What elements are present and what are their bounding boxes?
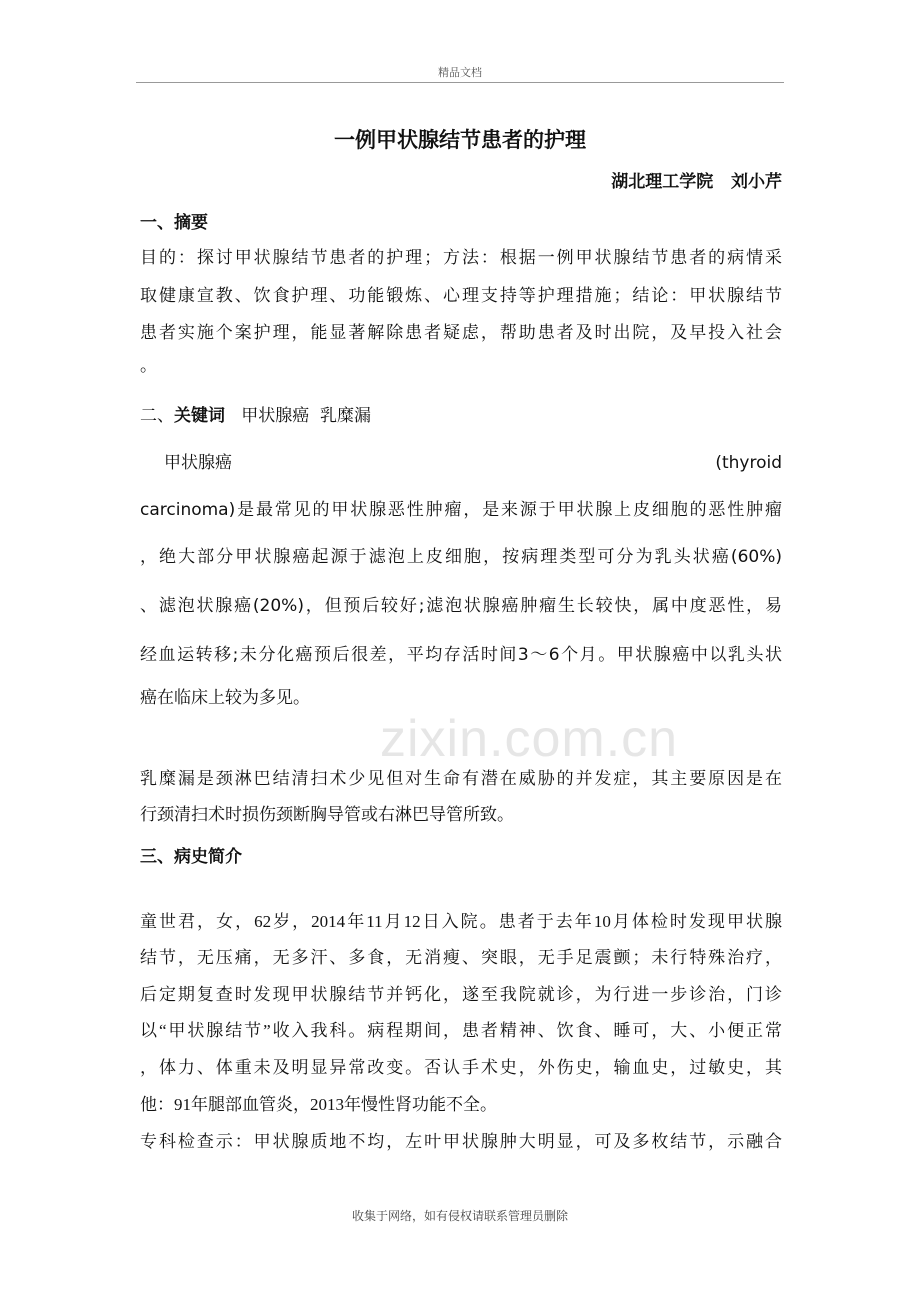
header-divider	[136, 82, 784, 83]
history-line: 专科检查示：甲状腺质地不均，左叶甲状腺肿大明显，可及多枚结节，示融合	[140, 1132, 782, 1151]
author-line: 湖北理工学院 刘小芹	[611, 172, 782, 192]
abstract-line: 。	[140, 356, 157, 376]
page-header: 精品文档	[438, 66, 482, 79]
abstract-line: 取健康宣教、饮食护理、功能锻炼、心理支持等护理措施；结论：甲状腺结节	[140, 286, 782, 306]
intro-line: 、滤泡状腺癌(20%)，但预后较好;滤泡状腺癌肿瘤生长较快，属中度恶性，易	[140, 596, 782, 616]
history-line: 童世君，女，62岁，2014年11月12日入院。患者于去年10月体检时发现甲状腺	[140, 912, 782, 931]
intro-first-line: 甲状腺癌 (thyroid	[164, 453, 782, 473]
page-footer: 收集于网络，如有侵权请联系管理员删除	[351, 1209, 568, 1223]
history-line: 以“甲状腺结节”收入我科。病程期间，患者精神、饮食、睡可，大、小便正常	[140, 1021, 782, 1040]
keywords: 甲状腺癌 乳糜漏	[241, 406, 372, 426]
abstract-line: 患者实施个案护理，能显著解除患者疑虑，帮助患者及时出院，及早投入社会	[140, 323, 782, 343]
intro-line: ，绝大部分甲状腺癌起源于滤泡上皮细胞，按病理类型可分为乳头状癌(60%)	[140, 547, 782, 567]
chylous-line: 乳糜漏是颈淋巴结清扫术少见但对生命有潜在威胁的并发症，其主要原因是在	[140, 769, 782, 789]
section-heading-history: 三、病史简介	[140, 847, 242, 867]
intro-line: 癌在临床上较为多见。	[140, 688, 310, 708]
history-line: ，体力、体重未及明显异常改变。否认手术史，外伤史，输血史，过敏史，其	[140, 1058, 782, 1077]
chylous-line: 行颈清扫术时损伤颈断胸导管或右淋巴导管所致。	[140, 805, 514, 825]
section-heading-abstract: 一、摘要	[140, 213, 208, 233]
history-line: 结节，无压痛，无多汗、多食，无消瘦、突眼，无手足震颤；未行特殊治疗，	[140, 948, 782, 967]
history-line: 他：91年腿部血管炎，2013年慢性肾功能不全。	[140, 1095, 497, 1114]
watermark: zixin.com.cn	[380, 710, 679, 768]
intro-line: carcinoma)是最常见的甲状腺恶性肿瘤，是来源于甲状腺上皮细胞的恶性肿瘤	[140, 500, 782, 520]
document-title: 一例甲状腺结节患者的护理	[334, 128, 586, 152]
history-line: 后定期复查时发现甲状腺结节并钙化，遂至我院就诊，为行进一步诊治，门诊	[140, 985, 782, 1004]
section-heading-keywords: 二、关键词 甲状腺癌 乳糜漏	[140, 406, 372, 426]
intro-line: 经血运转移;未分化癌预后很差，平均存活时间3～6个月。甲状腺癌中以乳头状	[140, 645, 782, 665]
abstract-line: 目的：探讨甲状腺结节患者的护理；方法：根据一例甲状腺结节患者的病情采	[140, 248, 782, 268]
